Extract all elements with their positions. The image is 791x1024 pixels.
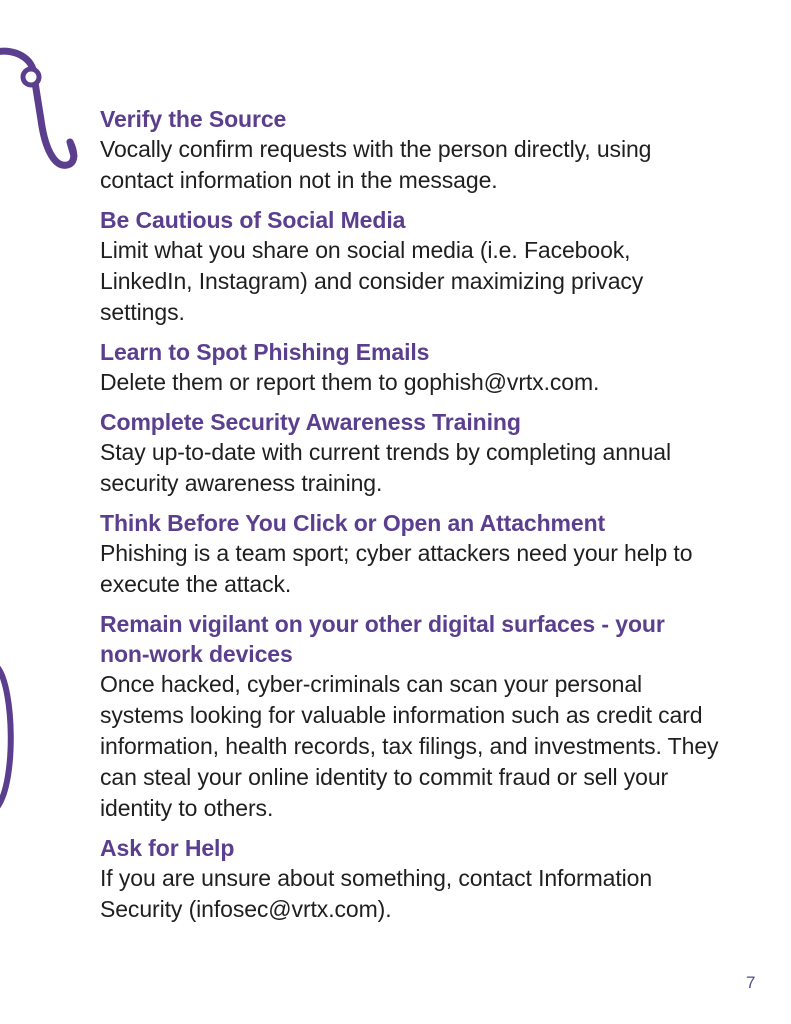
tip-title: Think Before You Click or Open an Attachment [100, 510, 606, 536]
circle-arc-decoration [0, 0, 30, 1024]
tip-verify-source [100, 104, 720, 196]
tip-body: Vocally confirm requests with the person directly, using contact information not in the message. [100, 136, 652, 193]
tip-awareness-training [100, 407, 720, 499]
tip-body: Once hacked, cyber-criminals can scan your personal systems looking for valuable information such as credit card information, health records, tax filings, and investments. They can steal your online identity to commit fraud or sell your identity to others. [100, 671, 719, 821]
tip-non-work-devices [100, 609, 720, 824]
security-tips-list [100, 104, 720, 934]
page-number: 7 [746, 973, 756, 992]
tip-think-before-click [100, 508, 720, 600]
tip-title: Remain vigilant on your other digital surfaces - your non-work devices [100, 611, 665, 667]
tip-title: Ask for Help [100, 835, 235, 861]
tip-body: Delete them or report them to gophish@vrtx.com. [100, 369, 600, 395]
tip-title: Verify the Source [100, 106, 287, 132]
tip-body: If you are unsure about something, contact Information Security (infosec@vrtx.com). [100, 865, 653, 922]
tip-phishing-emails [100, 337, 720, 398]
tip-title: Be Cautious of Social Media [100, 207, 406, 233]
tip-social-media [100, 205, 720, 328]
tip-ask-for-help [100, 833, 720, 925]
tip-title: Learn to Spot Phishing Emails [100, 339, 430, 365]
tip-title: Complete Security Awareness Training [100, 409, 521, 435]
tip-body: Limit what you share on social media (i.e. Facebook, LinkedIn, Instagram) and consider maximizing privacy settings. [100, 237, 644, 325]
tip-body: Phishing is a team sport; cyber attackers need your help to execute the attack. [100, 540, 693, 597]
tip-body: Stay up-to-date with current trends by completing annual security awareness training. [100, 439, 671, 496]
